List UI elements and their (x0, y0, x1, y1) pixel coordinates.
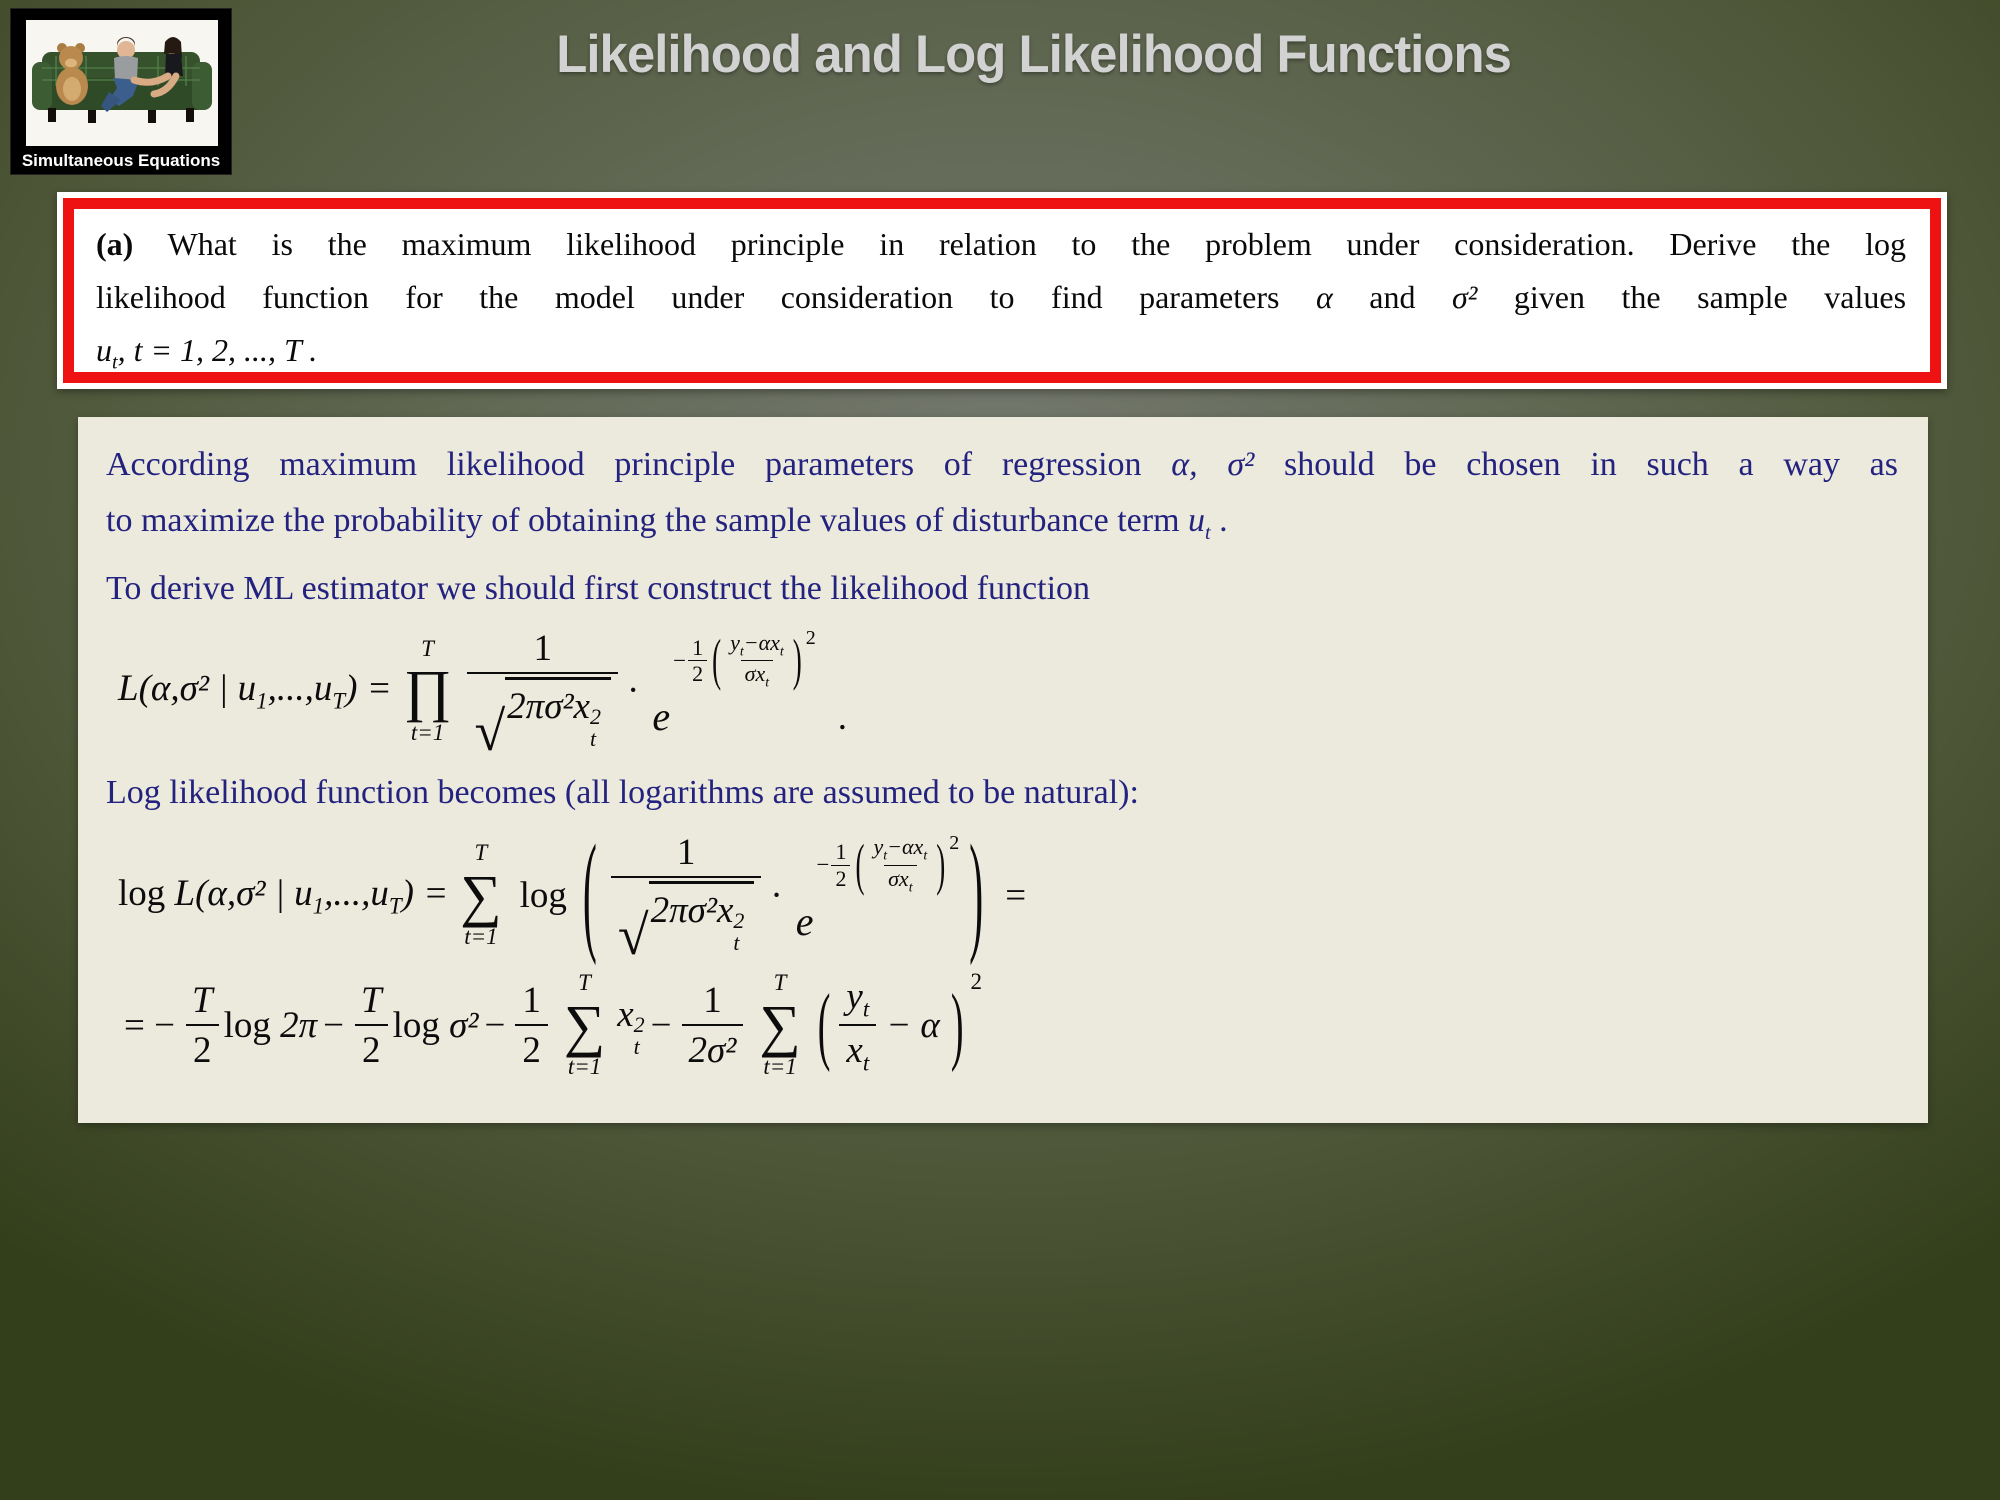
math-token: 1 (835, 839, 847, 865)
math-token: e (652, 694, 671, 740)
question-line-3 (96, 324, 1906, 389)
math-token: ) = (401, 872, 449, 914)
fraction (682, 979, 744, 1072)
math-token: L(α,σ² | u (118, 668, 257, 710)
big-left-paren: ( (582, 821, 597, 969)
math-token: − (650, 1005, 672, 1047)
sub-sup-stack (634, 1014, 645, 1058)
question-text: and (1332, 279, 1453, 315)
likelihood-formula (118, 627, 1898, 764)
math-token: 1 (533, 627, 552, 669)
exponent (673, 627, 816, 692)
question-box (57, 192, 1947, 389)
sum-symbol: ∑ (563, 993, 606, 1059)
math-token: t=1 (567, 1054, 602, 1080)
math-token: t (1205, 521, 1211, 544)
right-paren: ) (936, 832, 946, 896)
math-token: t=1 (763, 1054, 797, 1080)
question-text: given the sample values (1477, 279, 1907, 315)
math-token: . (837, 697, 848, 739)
fraction (869, 835, 931, 895)
question-border (63, 198, 1941, 383)
expanded-log-likelihood-formula (118, 969, 1898, 1082)
question-text: likelihood function for the model under consideration to find parameters (96, 279, 1316, 315)
math-token: 2 (186, 1024, 219, 1072)
math-token: 2 (633, 1012, 645, 1038)
logo-caption: Simultaneous Equations (21, 151, 221, 170)
sum-operator (759, 969, 800, 1082)
math-token: α, σ² (1171, 446, 1255, 483)
fraction (354, 979, 389, 1072)
math-token: 2π (280, 1005, 318, 1047)
math-token: y (730, 629, 740, 655)
answer-text: to maximize the probability of obtaining the sample values of disturbance term (106, 502, 1189, 539)
math-token: T (474, 839, 488, 865)
fraction (831, 840, 850, 891)
math-token: T (361, 980, 382, 1022)
left-paren: ( (712, 628, 722, 692)
math-token: T (421, 635, 434, 661)
answer-text: should be chosen in such a way as (1254, 446, 1898, 483)
math-token: − (673, 647, 687, 673)
math-token: t (862, 1050, 870, 1076)
math-token: T (578, 970, 591, 996)
product-symbol: ∏ (403, 658, 452, 724)
math-token: 2 (805, 627, 816, 650)
sum-symbol: ∑ (460, 862, 502, 928)
big-right-paren: ) (969, 821, 984, 969)
math-token: T (191, 980, 213, 1022)
big-right-paren: ) (950, 977, 964, 1075)
math-token: log (118, 872, 175, 914)
radicand (505, 677, 611, 750)
math-token: 2 (688, 660, 707, 686)
radical-sign: √ (617, 905, 649, 968)
answer-line-1 (106, 437, 1898, 493)
math-token: T (773, 970, 787, 996)
math-token: 2 (733, 908, 745, 934)
math-token: T (332, 688, 346, 714)
math-token: 2πσ²x (650, 890, 734, 932)
math-token: 2 (970, 968, 982, 994)
math-token: L(α,σ² | u (174, 872, 313, 914)
math-term (617, 993, 644, 1058)
right-paren: ) (792, 628, 802, 692)
math-term (393, 1004, 479, 1047)
radical (474, 677, 611, 764)
fraction (515, 979, 548, 1072)
math-token: − α (886, 1005, 940, 1047)
math-token: t (633, 1034, 640, 1060)
math-token: − (484, 1005, 506, 1047)
math-token: u (96, 332, 112, 368)
math-token: t=1 (410, 719, 445, 745)
math-token: 1 (256, 688, 268, 714)
math-token: − (816, 852, 830, 878)
answer-line-2 (106, 493, 1898, 561)
math-token: t=1 (464, 923, 498, 949)
fraction (467, 627, 618, 764)
math-token: 2πσ²x (507, 685, 590, 727)
math-token: · (626, 670, 640, 712)
math-token: −αx (887, 834, 924, 860)
sum-symbol: ∑ (759, 993, 801, 1059)
radical (617, 881, 755, 968)
log-likelihood-formula (118, 821, 1898, 969)
math-token: ) = (345, 668, 392, 710)
formula-lhs (118, 667, 392, 714)
answer-text: . (1210, 502, 1228, 539)
math-token: 1 (312, 892, 325, 918)
fraction (611, 831, 762, 968)
math-term (224, 1004, 318, 1047)
math-token: x (617, 994, 634, 1036)
math-token: , t = 1, 2, ..., T . (117, 332, 318, 368)
fraction (688, 636, 707, 687)
math-token: log (392, 1005, 450, 1047)
math-token: t (862, 996, 870, 1022)
math-token: e (795, 898, 814, 944)
math-token: t (883, 848, 888, 864)
question-line-1 (96, 218, 1906, 271)
product-operator (404, 635, 452, 748)
radicand (649, 881, 755, 954)
math-token: T (388, 892, 402, 918)
math-token: 2 (355, 1024, 388, 1072)
math-token: ,...,u (267, 668, 333, 710)
answer-text: Log likelihood function becomes (all logarithms are assumed to be natural): (106, 774, 1139, 812)
question-text: What is the maximum likelihood principle in relation to the problem under consideration. Derive the log (133, 226, 1906, 262)
math-token: α (1315, 279, 1333, 315)
exponent (816, 831, 960, 896)
math-token: σx (888, 865, 909, 891)
math-token: u (1188, 502, 1206, 539)
math-token: 2 (589, 703, 601, 729)
math-token: t (923, 848, 928, 864)
answer-line-3 (106, 561, 1898, 617)
math-token: − (323, 1005, 345, 1047)
fraction (185, 979, 220, 1072)
fraction (726, 631, 788, 691)
math-token: = (1005, 874, 1027, 916)
math-token: 2 (831, 865, 850, 891)
answer-text: To derive ML estimator we should first construct the likelihood function (106, 569, 1091, 607)
math-token: ,...,u (324, 872, 389, 914)
math-token: t (733, 930, 740, 956)
question-line-2 (96, 271, 1906, 324)
math-token: −αx (743, 629, 780, 655)
math-token: 1 (522, 980, 541, 1022)
question-label: (a) (96, 226, 134, 262)
math-token: t (589, 725, 597, 751)
math-token: t (739, 644, 744, 660)
left-paren: ( (855, 832, 865, 896)
math-token: t (112, 351, 118, 374)
math-token: σ² (1452, 279, 1478, 315)
math-token: y (873, 834, 884, 860)
math-token: t (765, 675, 770, 691)
fraction (839, 975, 876, 1077)
math-token: 1 (676, 832, 696, 874)
math-token: y (846, 975, 863, 1017)
formula-lhs (118, 872, 448, 919)
math-token: 1 (703, 980, 722, 1022)
sub-sup-stack (733, 910, 744, 954)
page-title: Likelihood and Log Likelihood Functions (556, 25, 1511, 84)
math-token: 2σ² (682, 1024, 744, 1072)
math-token: σx (744, 661, 766, 687)
sum-operator (564, 969, 605, 1082)
math-token: log (519, 874, 567, 916)
sum-operator (460, 839, 501, 952)
math-token: log (223, 1005, 281, 1047)
math-token: t (779, 644, 784, 660)
answer-text: According maximum likelihood principle parameters of regression (106, 446, 1172, 483)
math-token: t (908, 880, 913, 896)
sub-sup-stack (589, 703, 601, 751)
log-likelihood-caption (106, 765, 1898, 821)
math-token: 2 (515, 1024, 548, 1072)
math-token: · (770, 874, 783, 916)
math-token: = − (124, 1005, 175, 1047)
math-token: σ² (449, 1005, 479, 1047)
math-token: x (846, 1030, 863, 1072)
radical-sign: √ (474, 701, 506, 764)
math-token: 1 (692, 634, 704, 660)
answer-box (78, 417, 1928, 1123)
big-left-paren: ( (817, 977, 831, 1075)
math-token: 2 (949, 831, 960, 854)
